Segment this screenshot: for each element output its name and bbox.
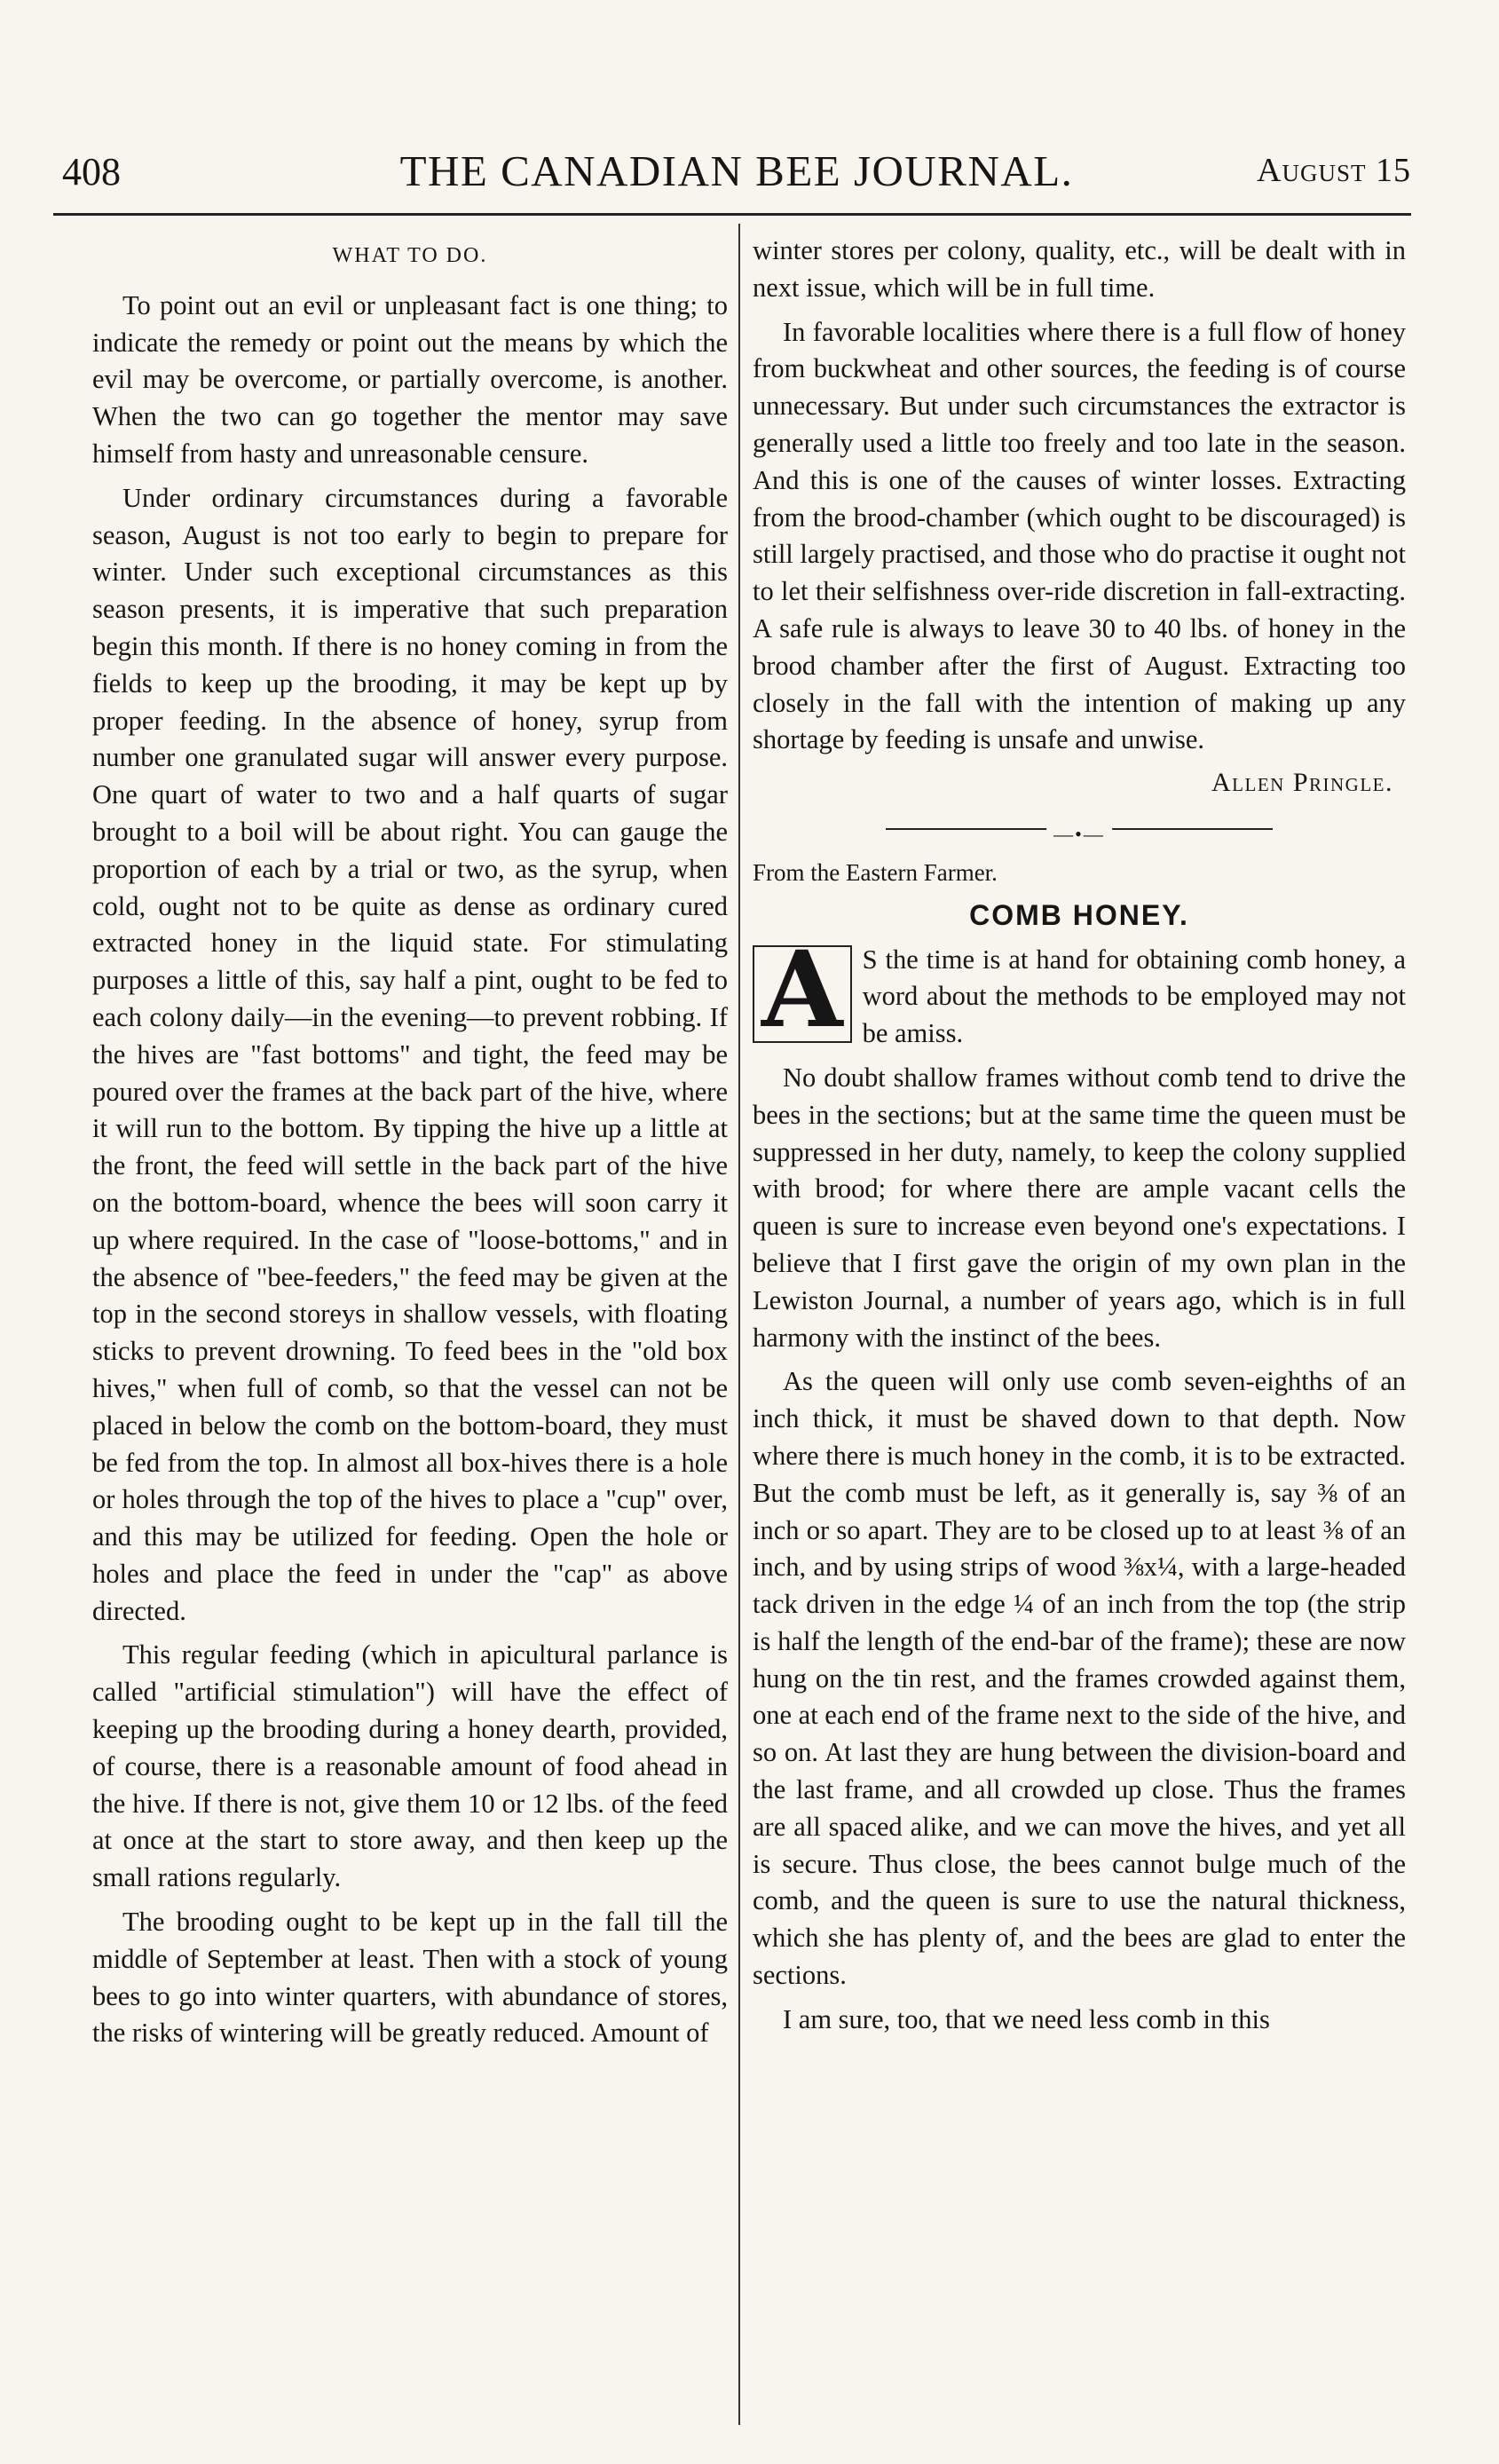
header-rule xyxy=(53,213,1411,216)
left-column xyxy=(92,233,728,2052)
paragraph-text: S the time is at hand for obtaining comb honey, a word about the methods to be employed may not be amiss. xyxy=(862,944,1406,1049)
journal-title: THE CANADIAN BEE JOURNAL. xyxy=(399,146,1074,195)
paragraph: I am sure, too, that we need less comb in this xyxy=(783,2003,1270,2034)
section-heading-what-to-do: WHAT TO DO. xyxy=(332,244,488,267)
paragraph xyxy=(753,927,1406,1053)
paragraph: No doubt shallow frames without comb tend to drive the bees in the sections; but at the same time the queen must be suppressed in her duty, namely, to keep the colony supplied with brood; for where there are ample vacant cells the queen is sure to increase even beyond one's expectations. I believe that I first gave the origin of my own plan in the Lewiston Journal, a number of years ago, which is in full harmony with the instinct of the bees. xyxy=(753,1062,1406,1353)
paragraph: As the queen will only use comb seven-eighths of an inch thick, it must be shaved down to that depth. Now where there is much honey in the comb, it is to be extracted. But the comb must be left, as it generally is, say ⅜ of an inch or so apart. They are to be closed up to at least ⅜ of an inch, and by using strips of wood ⅜x¼, with a large-headed tack driven in the edge ¼ of an inch from the top (the strip is half the length of the end-bar of the frame); these are now hung on the tin rest, and the frames crowded against them, one at each end of the frame next to the side of the hive, and so on. At last they are hung between the division-board and the last frame, and all crowded up close. Thus the frames are all spaced alike, and we can move the hives, and yet all is secure. Thus close, the bees cannot bulge much of the comb, and the queen is sure to use the natural thickness, which she has plenty of, and the bees are glad to enter the sections. xyxy=(753,1366,1406,1991)
paragraph: To point out an evil or unpleasant fact is one thing; to indicate the remedy or point out the means by which the evil may be overcome, or partially overcome, is another. When the two can go together the mentor may save himself from hasty and unreasonable censure. xyxy=(92,289,728,469)
paragraph: The brooding ought to be kept up in the fall till the middle of September at least. Then with a stock of young bees to go into winter quarters, with abundance of stores, the risks of wintering will be greatly reduced. Amount of xyxy=(92,1907,728,2049)
column-divider xyxy=(738,224,740,2425)
page-header xyxy=(62,142,1411,204)
paragraph: In favorable localities where there is a full flow of honey from buckwheat and other sources, the feeding is of course unnecessary. But under such circumstances the extractor is generally used a little too freely and too late in the season. And this is one of the causes of winter losses. Extracting from the brood-chamber (which ought to be discouraged) is still largely practised, and those who do practise it ought not to let their selfishness over-ride discretion in fall-extracting. A safe rule is always to leave 30 to 40 lbs. of honey in the brood chamber after the first of August. Extracting too closely in the fall with the intention of making up any shortage by feeding is unsafe and unwise. xyxy=(753,316,1406,755)
paragraph: Under ordinary circumstances during a favorable season, August is not too early to begin to prepare for winter. Under such exceptional circumstances as this season presents, it is imperative that such preparation begin this month. If there is no honey coming in from the fields to keep up the brooding, it may be kept up by proper feeding. In the absence of honey, syrup from number one granulated sugar will answer every purpose. One quart of water to two and a half quarts of sugar brought to a boil will be about right. You can gauge the proportion of each by a trial or two, as the syrup, when cold, ought not to be quite as dense as ordinary cured extracted honey in the liquid state. For stimulating purposes a little of this, say half a pint, ought to be fed to each colony daily—in the evening—to prevent robbing. If the hives are "fast bottoms" and tight, the feed may be poured over the frames at the back part of the hive, where it will run to the bottom. By tipping the hive up a little at the front, the feed will settle in the back part of the hive on the bottom-board, whence the bees will soon carry it up where required. In the case of "loose-bottoms," and in the absence of "bee-feeders," the feed may be given at the top in the second storeys in shallow vessels, with floating sticks to prevent drowning. To feed bees in the "old box hives," when full of comb, so that the vessel can not be placed in below the comb on the bottom-board, they must be fed from the top. In almost all box-hives there is a hole or holes through the top of the hives to place a "cup" over, and this may be utilized for feeding. Open the hole or holes and place the feed in under the "cap" as above directed. xyxy=(92,482,728,1626)
paragraph: This regular feeding (which in apicultural parlance is called "artificial stimulation") will have the effect of keeping up the brooding during a honey dearth, provided, of course, there is a reasonable amount of food ahead in the hive. If there is not, give them 10 or 12 lbs. of the feed at once at the start to store away, and then keep up the small rations regularly. xyxy=(92,1639,728,1893)
paragraph: winter stores per colony, quality, etc., will be dealt with in next issue, which will be in full time. xyxy=(753,235,1406,303)
source-note: From the Eastern Farmer. xyxy=(753,858,998,886)
article-title: COMB HONEY. xyxy=(969,898,1189,931)
author-signature: Allen Pringle. xyxy=(1211,768,1393,798)
right-column xyxy=(753,233,1406,2039)
section-ornament xyxy=(753,816,1406,845)
ornament-mark: —•— xyxy=(1046,816,1112,853)
drop-cap: A xyxy=(753,945,852,1043)
issue-date: August 15 xyxy=(1257,152,1411,189)
page-number: 408 xyxy=(62,150,121,193)
